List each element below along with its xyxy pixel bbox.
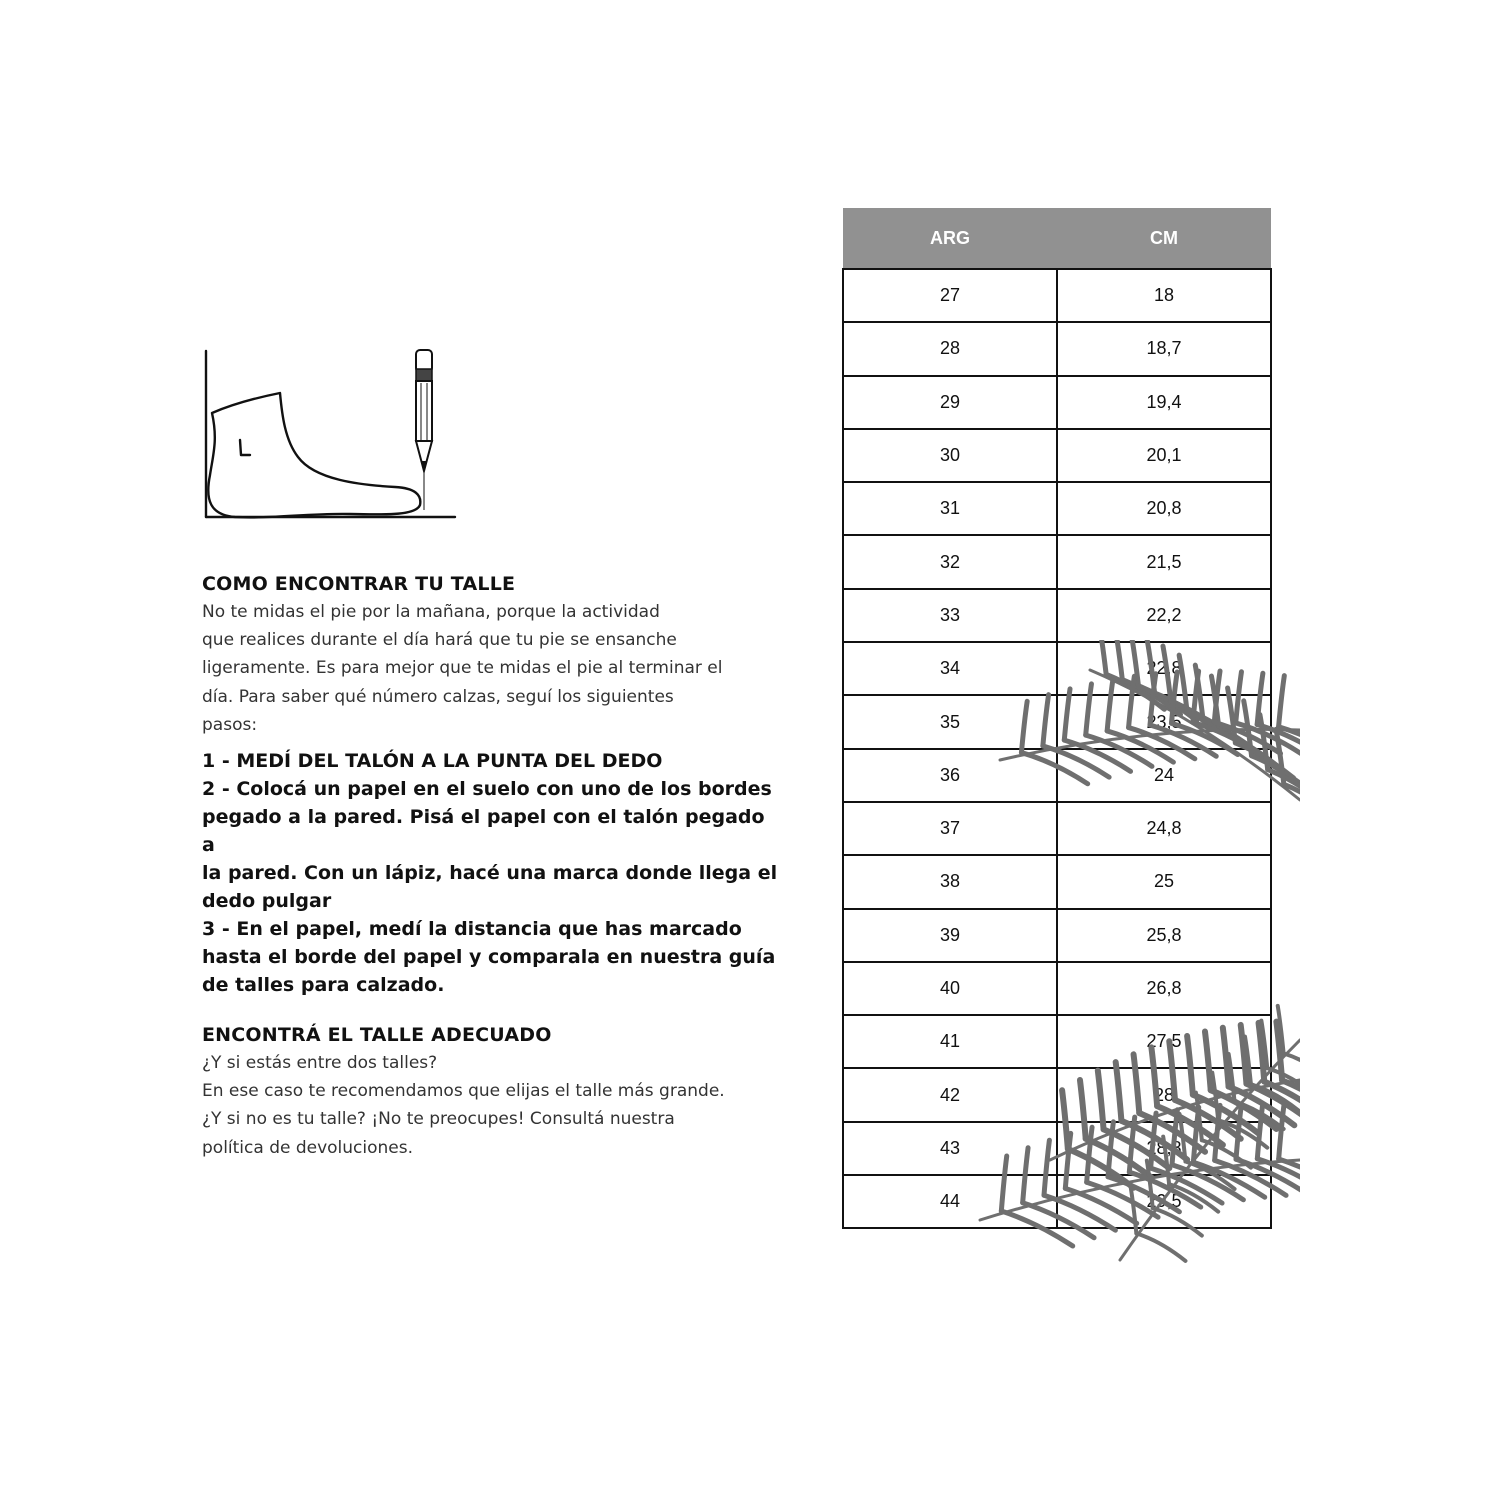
size-row (843, 322, 1271, 375)
arg-size-cell: 35 (843, 695, 1057, 748)
arg-size-cell: 42 (843, 1068, 1057, 1121)
cm-length-cell: 28 (1057, 1068, 1271, 1121)
arg-size-cell: 43 (843, 1122, 1057, 1175)
guide-intro (202, 598, 782, 739)
arg-size-cell: 40 (843, 962, 1057, 1015)
guide-step-line: 1 - MEDÍ DEL TALÓN A LA PUNTA DEL DEDO (202, 750, 663, 773)
cm-length-cell: 25 (1057, 855, 1271, 908)
cm-length-cell: 28,8 (1057, 1122, 1271, 1175)
size-table-container (842, 208, 1272, 1229)
cm-length-cell: 20,1 (1057, 429, 1271, 482)
size-row (843, 482, 1271, 535)
fit-advice-line: ¿Y si no es tu talle? ¡No te preocupes! Consultá nuestra (202, 1109, 675, 1130)
size-row (843, 429, 1271, 482)
cm-length-cell: 18,7 (1057, 322, 1271, 375)
fit-advice-line: política de devoluciones. (202, 1137, 414, 1158)
size-row (843, 376, 1271, 429)
size-row (843, 1122, 1271, 1175)
guide-steps (202, 747, 782, 999)
cm-length-cell: 25,8 (1057, 909, 1271, 962)
pencil-icon (416, 350, 432, 510)
cm-length-cell: 23,5 (1057, 695, 1271, 748)
guide-step-line: dedo pulgar (202, 890, 332, 913)
cm-length-cell: 22,8 (1057, 642, 1271, 695)
fit-advice-line: ¿Y si estás entre dos talles? (202, 1053, 438, 1074)
guide-intro-line: que realices durante el día hará que tu pie se ensanche (202, 630, 677, 651)
guide-step-line: 2 - Colocá un papel en el suelo con uno de los bordes (202, 778, 772, 801)
size-row (843, 695, 1271, 748)
guide-heading: COMO ENCONTRAR TU TALLE (202, 573, 516, 595)
guide-step-line: de talles para calzado. (202, 974, 445, 997)
arg-size-cell: 41 (843, 1015, 1057, 1068)
cm-length-cell: 18 (1057, 269, 1271, 322)
cm-length-cell: 19,4 (1057, 376, 1271, 429)
cm-length-cell: 22,2 (1057, 589, 1271, 642)
size-row (843, 589, 1271, 642)
arg-size-cell: 30 (843, 429, 1057, 482)
size-row (843, 1015, 1271, 1068)
size-row (843, 962, 1271, 1015)
arg-size-cell: 31 (843, 482, 1057, 535)
arg-size-cell: 32 (843, 535, 1057, 588)
size-row (843, 749, 1271, 802)
cm-length-cell: 24,8 (1057, 802, 1271, 855)
arg-size-cell: 36 (843, 749, 1057, 802)
arg-size-cell: 39 (843, 909, 1057, 962)
size-row (843, 269, 1271, 322)
size-row (843, 909, 1271, 962)
guide-intro-line: ligeramente. Es para mejor que te midas el pie al terminar el (202, 658, 723, 679)
size-row (843, 535, 1271, 588)
size-guide-text (202, 570, 782, 1162)
size-row (843, 1068, 1271, 1121)
arg-size-cell: 28 (843, 322, 1057, 375)
fit-advice-line: En ese caso te recomendamos que elijas el talle más grande. (202, 1081, 725, 1102)
guide-intro-line: No te midas el pie por la mañana, porque la actividad (202, 602, 660, 622)
size-row (843, 1175, 1271, 1228)
size-row (843, 855, 1271, 908)
cm-length-cell: 29,5 (1057, 1175, 1271, 1228)
guide-step-line: la pared. Con un lápiz, hacé una marca donde llega el (202, 862, 778, 885)
arg-size-cell: 33 (843, 589, 1057, 642)
arg-size-cell: 38 (843, 855, 1057, 908)
guide-intro-line: pasos: (202, 714, 258, 735)
arg-size-cell: 34 (843, 642, 1057, 695)
guide-step-line: pegado a la pared. Pisá el papel con el talón pegado a (202, 806, 765, 857)
cm-length-cell: 27,5 (1057, 1015, 1271, 1068)
cm-length-cell: 24 (1057, 749, 1271, 802)
guide-step-line: hasta el borde del papel y comparala en nuestra guía (202, 946, 776, 969)
guide-intro-line: día. Para saber qué número calzas, seguí los siguientes (202, 686, 674, 707)
cm-length-cell: 20,8 (1057, 482, 1271, 535)
arg-size-cell: 29 (843, 376, 1057, 429)
guide-step-line: 3 - En el papel, medí la distancia que has marcado (202, 918, 742, 941)
size-table (842, 208, 1272, 1229)
fit-heading: ENCONTRÁ EL TALLE ADECUADO (202, 1024, 552, 1047)
size-table-header (843, 208, 1271, 269)
cm-length-cell: 21,5 (1057, 535, 1271, 588)
cm-length-cell: 26,8 (1057, 962, 1271, 1015)
size-row (843, 802, 1271, 855)
fit-advice (202, 1049, 782, 1162)
foot-measure-illustration (200, 345, 460, 525)
arg-size-cell: 37 (843, 802, 1057, 855)
arg-size-cell: 44 (843, 1175, 1057, 1228)
column-header-arg: ARG (843, 208, 1057, 269)
size-row (843, 642, 1271, 695)
arg-size-cell: 27 (843, 269, 1057, 322)
column-header-cm: CM (1057, 208, 1271, 269)
